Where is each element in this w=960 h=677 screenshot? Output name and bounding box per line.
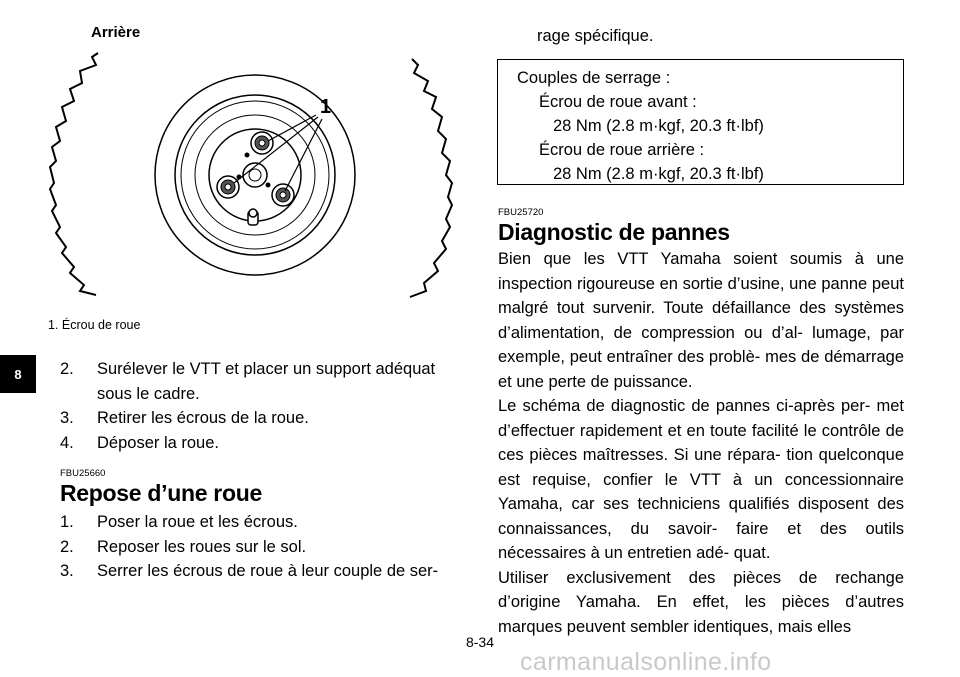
continuation-text: rage spécifique. xyxy=(537,27,654,45)
page-number: 8-34 xyxy=(465,634,495,650)
list-item: 2. Surélever le VTT et placer un support adéquat sous le cadre. xyxy=(60,360,436,403)
callout-leader-3 xyxy=(285,119,322,191)
section-title: Diagnostic de pannes xyxy=(498,219,730,245)
rear-nut-label: Écrou de roue arrière : xyxy=(539,141,705,159)
list-item: 3. Retirer les écrous de la roue. xyxy=(60,409,309,427)
left-tire-tread xyxy=(50,53,98,295)
figure-caption: 1. Écrou de roue xyxy=(48,318,141,332)
valve-stem xyxy=(248,209,258,225)
paragraph: Bien que les VTT Yamaha soient soumis à une inspection rigoureuse en sortie d’usine, une panne peut malgré tout survenir. Toute défaillance des systèmes d’alimentation, de compression ou d’al- lumage, par exemple, peut entraîner des problè- mes de démarrage et une perte de puissance. xyxy=(498,250,904,391)
paragraph: Utiliser exclusivement des pièces de rechange d’origine Yamaha. En effet, les pièces d’autres marques peuvent sembler identiques, mais elles xyxy=(498,568,904,636)
rear-nut-value: 28 Nm (2.8 m·kgf, 20.3 ft·lbf) xyxy=(553,165,764,183)
front-nut-value: 28 Nm (2.8 m·kgf, 20.3 ft·lbf) xyxy=(553,117,764,135)
section-code: FBU25720 xyxy=(498,207,544,218)
callout-number: 1 xyxy=(320,96,332,118)
torque-heading: Couples de serrage : xyxy=(517,69,671,87)
section-code: FBU25660 xyxy=(60,468,106,479)
list-item: 1. Poser la roue et les écrous. xyxy=(60,513,298,531)
torque-spec-box xyxy=(497,59,904,185)
front-nut-label: Écrou de roue avant : xyxy=(539,93,697,111)
figure-title: Arrière xyxy=(91,24,141,41)
install-steps-list xyxy=(60,510,460,584)
paragraph: Le schéma de diagnostic de pannes ci-après per- met d’effectuer rapidement et en toute facilité le contrôle de ces pièces maîtresses. Si une répara- tion quelconque est requise, confier le VTT à un concessionnaire Yamaha, car ses techniciens qualifiés disposent des connaissances, du savoir- faire et des outils nécessaires à un entretien adé- quat. xyxy=(498,397,904,562)
list-item: 4. Déposer la roue. xyxy=(60,433,219,452)
troubleshooting-text xyxy=(498,247,904,639)
rear-wheel-illustration xyxy=(40,45,460,310)
list-item: 3. Serrer les écrous de roue à leur couple de ser- xyxy=(60,562,439,580)
right-tire-tread xyxy=(410,59,452,297)
watermark: carmanualsonline.info xyxy=(520,648,772,676)
removal-steps-list xyxy=(60,357,460,455)
section-title: Repose d’une roue xyxy=(60,480,262,506)
chapter-tab: 8 xyxy=(0,355,36,393)
list-item: 2. Reposer les roues sur le sol. xyxy=(60,537,307,556)
